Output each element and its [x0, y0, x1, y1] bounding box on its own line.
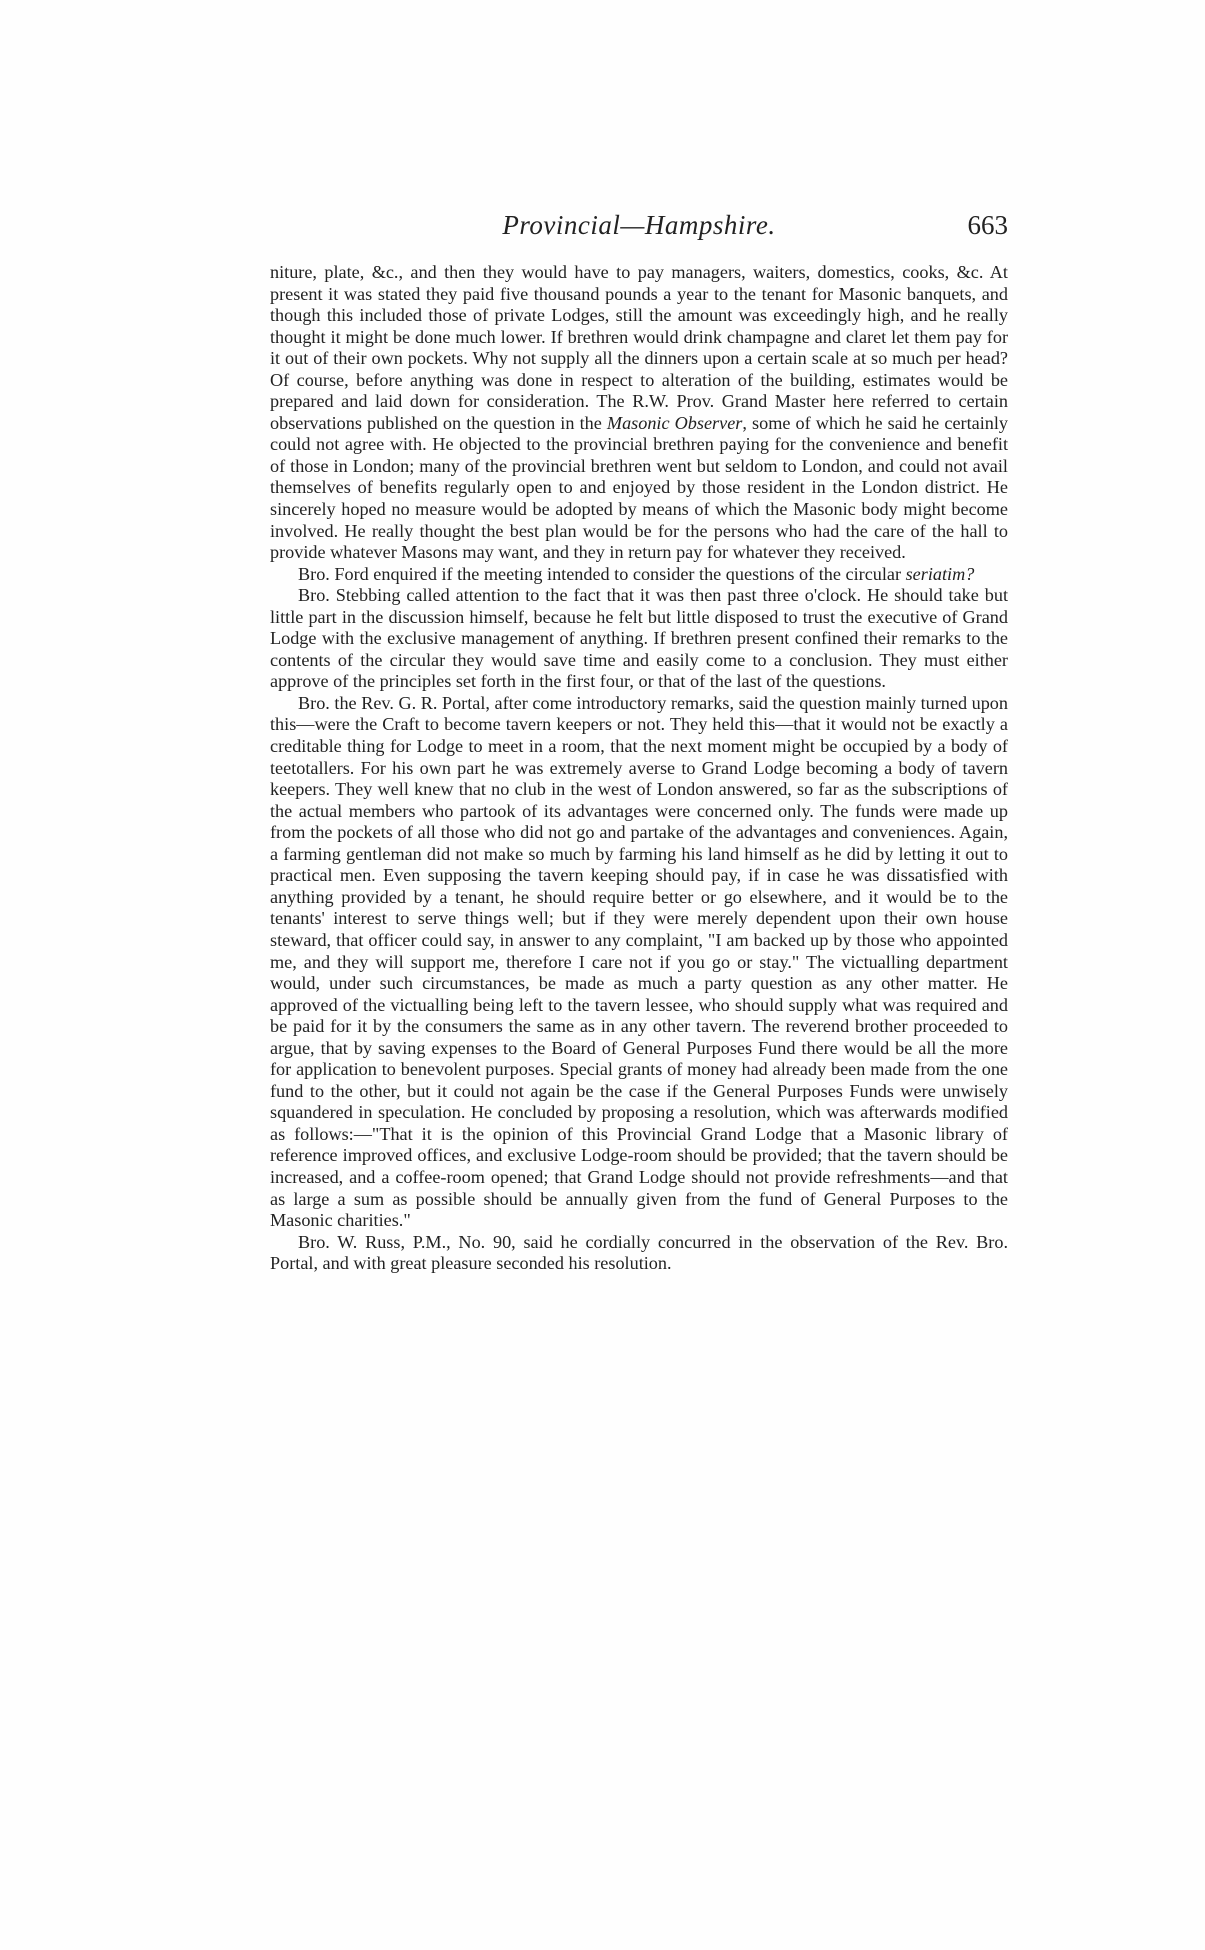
paragraph-4: Bro. the Rev. G. R. Portal, after come introductory remarks, said the question mainly turned upon this—were the Craft to become tavern keepers or not. They held this—that it would not be exactly a creditable thing for Lodge to meet in a room, that the next moment might be occupied by a body of teetotallers. For his own part he was extremely averse to Grand Lodge becoming a body of tavern keepers. They well knew that no club in the west of London answered, so far as the subscriptions of the actual members who partook of its advantages were concerned only. The funds were made up from the pockets of all those who did not go and partake of the advantages and conveniences. Again, a farming gentleman did not make so much by farming his land himself as he did by letting it out to practical men. Even supposing the tavern keeping should pay, if in case he was dissatisfied with anything provided by a tenant, he should require better or go elsewhere, and it would be to the tenants' interest to serve things well; but if they were merely dependent upon their own house steward, that officer could say, in answer to any complaint, "I am backed up by those who appointed me, and they will support me, therefore I care not if you go or stay." The victualling department would, under such circumstances, be made as much a party question as any other matter. He approved of the victualling being left to the tavern lessee, who should supply what was required and be paid for it by the consumers the same as in any other tavern. The reverend brother proceeded to argue, that by saving expenses to the Board of General Purposes Fund there would be all the more for application to benevolent purposes. Special grants of money had already been made from the one fund to the other, but it could not again be the case if the General Purposes Funds were unwisely squandered in speculation. He concluded by proposing a resolution, which was afterwards modified as follows:—"That it is the opinion of this Provincial Grand Lodge that a Masonic library of reference improved offices, and exclusive Lodge-room should be provided; that the tavern should be increased, and a coffee-room opened; that Grand Lodge should not provide refreshments—and that as large a sum as possible should be annually given from the fund of General Purposes to the Masonic charities." — [270, 692, 1008, 1231]
running-title: Provincial—Hampshire. — [502, 210, 776, 240]
paragraph-2-text-a: Bro. Ford enquired if the meeting intended to consider the questions of the circular — [298, 563, 906, 584]
publication-title: Masonic Observer — [606, 412, 743, 433]
paragraph-1-text-b: , some of which he said he certainly could not agree with. He objected to the provincial brethren paying for the convenience and benefit of those in London; many of the provincial brethren went but seldom to London, and could not avail themselves of benefits regularly open to and enjoyed by those resident in the London district. He sincerely hoped no measure would be adopted by means of which the Masonic body might become involved. He really thought the best plan would be for the persons who had the care of the hall to provide whatever Masons may want, and they in return pay for whatever they received. — [270, 412, 1008, 563]
paragraph-2 — [270, 564, 1008, 586]
paragraph-1-text-a: niture, plate, &c., and then they would have to pay managers, waiters, domestics, cooks, &c. At present it was stated they paid five thousand pounds a year to the tenant for Masonic banquets, and though this included those of private Lodges, still the amount was exceedingly high, and he really thought it might be done much lower. If brethren would drink champagne and claret let them pay for it out of their own pockets. Why not supply all the dinners upon a certain scale at so much per head? Of course, before anything was done in respect to alteration of the building, estimates would be prepared and laid down for consideration. The R.W. Prov. Grand Master here referred to certain observations published on the question in the — [270, 262, 1008, 433]
paragraph-3: Bro. Stebbing called attention to the fact that it was then past three o'clock. He should take but little part in the discussion himself, because he felt but little disposed to trust the executive of Grand Lodge with the exclusive management of anything. If brethren present confined their remarks to the contents of the circular they would save time and easily come to a conclusion. They must either approve of the principles set forth in the first four, or that of the last of the questions. — [270, 585, 1008, 692]
body-text — [270, 262, 1008, 1275]
paragraph-1 — [270, 262, 1008, 564]
page-number: 663 — [967, 210, 1008, 240]
latin-term: seriatim? — [905, 563, 975, 584]
page-header — [270, 210, 1008, 246]
paragraph-5: Bro. W. Russ, P.M., No. 90, said he cordially concurred in the observation of the Rev. Bro. Portal, and with great pleasure seconded his resolution. — [270, 1231, 1008, 1274]
